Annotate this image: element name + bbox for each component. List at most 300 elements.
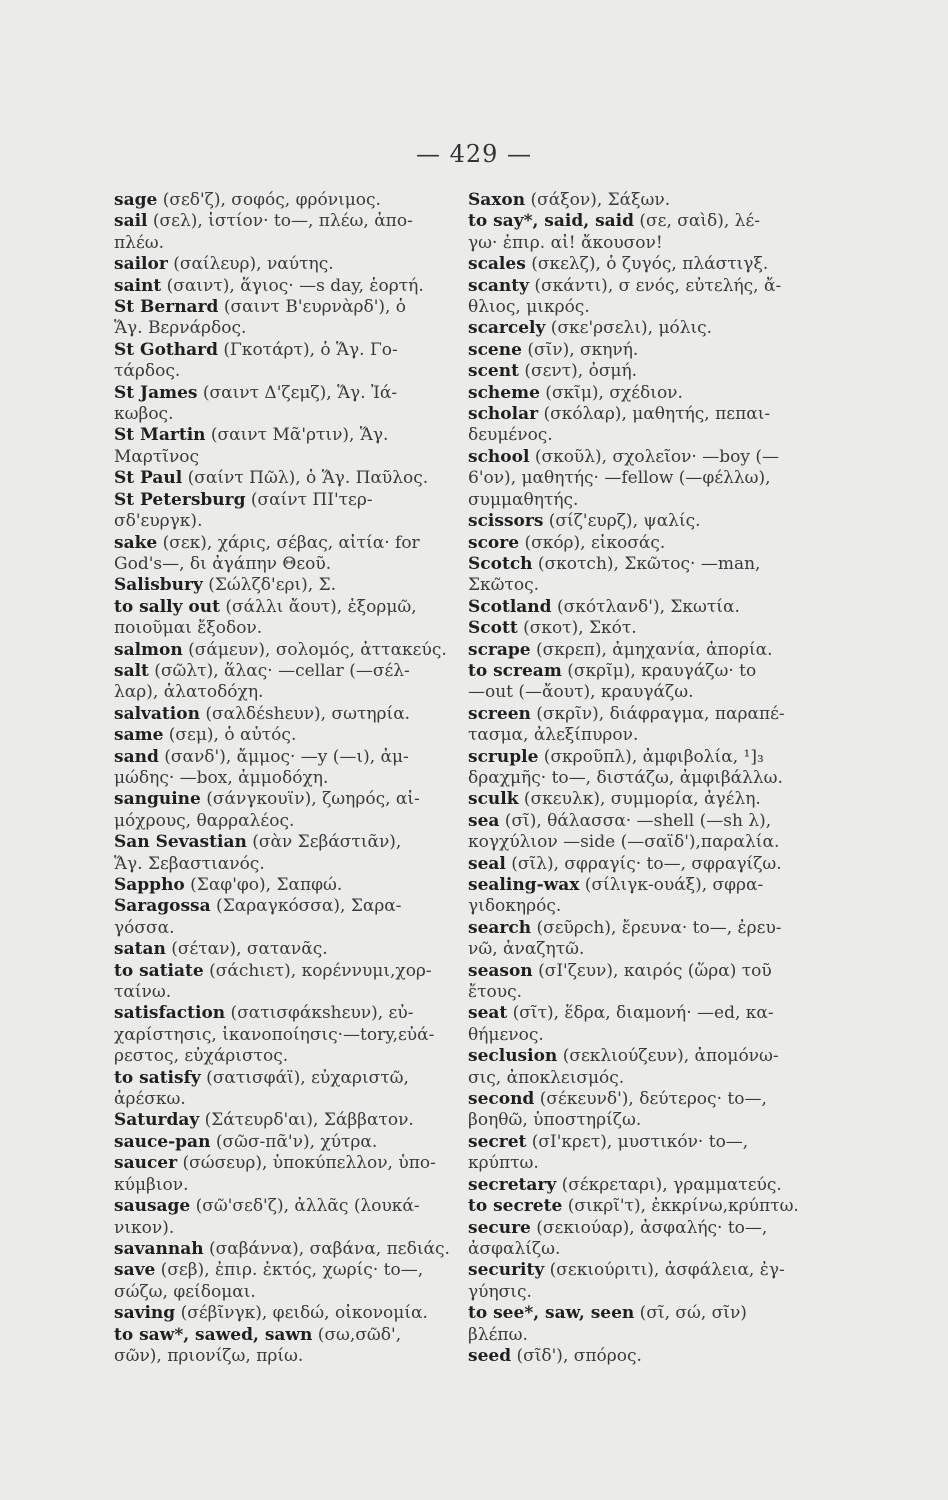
dictionary-entry	[114, 1153, 450, 1196]
dictionary-entry	[114, 832, 450, 875]
definition-text: μόχρους, θαρραλέος.	[114, 810, 295, 831]
dictionary-entry	[114, 1303, 450, 1324]
dictionary-entry	[114, 1196, 450, 1239]
definition-text: (σεντ), ὀσμή.	[518, 361, 638, 382]
headword: St Martin	[114, 425, 206, 446]
entry-first-line	[468, 1346, 804, 1367]
entry-first-line	[114, 383, 450, 404]
headword: sailor	[114, 254, 168, 275]
headword: St Petersburg	[114, 489, 246, 510]
definition-text: γύησις.	[468, 1281, 532, 1302]
headword: school	[468, 446, 530, 467]
entry-first-line	[468, 1046, 804, 1067]
definition-text: δευμένος.	[468, 425, 553, 446]
definition-text: (σε, σαὶδ), λέ-	[634, 211, 761, 232]
definition-text: (σεκιούαρ), ἀσφαλής· to—,	[530, 1217, 768, 1238]
entry-first-line	[114, 1110, 450, 1131]
dictionary-entry	[468, 447, 804, 511]
headword: seal	[468, 853, 506, 874]
definition-text: (Σαραγκόσσα), Σαρα-	[210, 896, 402, 917]
headword: scholar	[468, 404, 539, 425]
dictionary-entry	[468, 1089, 804, 1132]
entry-first-line	[114, 297, 450, 318]
definition-text: (σῖ, σώ, σῖν)	[634, 1303, 747, 1324]
definition-text: (σῖν), σκηνή.	[521, 339, 639, 360]
headword: satisfaction	[114, 1003, 226, 1024]
dictionary-entry	[468, 1303, 804, 1346]
entry-first-line	[468, 554, 804, 575]
dictionary-entry	[468, 361, 804, 382]
entry-first-line	[468, 961, 804, 982]
definition-text: (σΙ'ζευν), καιρός (ὥρα) τοῦ	[532, 960, 772, 981]
headword: seat	[468, 1003, 508, 1024]
definition-text: (σικρῖ'τ), ἐκκρίνω,κρύπτω.	[562, 1196, 799, 1217]
headword: Sappho	[114, 875, 185, 895]
dictionary-entry	[468, 661, 804, 704]
definition-text: Ἅγ. Βερνάρδος.	[114, 318, 247, 339]
dictionary-entry	[114, 747, 450, 790]
definition-text: (σῶ'σεδ'ζ), ἀλλᾶς (λουκά-	[190, 1196, 420, 1217]
definition-text: (σεδ'ζ), σοφός, φρόνιμος.	[157, 190, 381, 210]
entry-first-line	[114, 789, 450, 810]
definition-text: (σατισφάϊ), εὐχαριστῶ,	[200, 1067, 409, 1088]
entry-first-line	[468, 1132, 804, 1153]
headword: saving	[114, 1303, 176, 1324]
entry-continuation-line	[114, 318, 450, 339]
definition-text: God's—, δι ἀγάπην Θεοῦ.	[114, 553, 332, 574]
dictionary-entry	[468, 747, 804, 790]
definition-text: (σέβῖνγκ), φειδώ, οἰκονομία.	[175, 1303, 428, 1324]
entry-first-line	[114, 1303, 450, 1324]
dictionary-entry	[114, 533, 450, 576]
dictionary-entry	[468, 1003, 804, 1046]
headword: salmon	[114, 639, 183, 660]
entry-continuation-line	[114, 1218, 450, 1239]
dictionary-entry	[114, 597, 450, 640]
entry-first-line	[468, 1089, 804, 1110]
entry-first-line	[468, 875, 804, 896]
definition-text: (σέκρεταρι), γραμματεύς.	[556, 1174, 782, 1195]
entry-first-line	[114, 640, 450, 661]
definition-text: σώζω, φείδομαι.	[114, 1281, 256, 1302]
headword: security	[468, 1260, 545, 1281]
dictionary-entry	[114, 1325, 450, 1368]
dictionary-entry	[114, 276, 450, 297]
entry-first-line	[468, 318, 804, 339]
definition-text: (σέκευνδ'), δεύτερος· to—,	[534, 1089, 767, 1110]
headword: Scott	[468, 618, 518, 639]
entry-first-line	[114, 597, 450, 618]
definition-text: (σῖδ'), σπόρος.	[511, 1345, 642, 1366]
definition-text: κύμβιον.	[114, 1174, 189, 1195]
dictionary-entry	[468, 340, 804, 361]
entry-continuation-line	[114, 1346, 450, 1367]
dictionary-entry	[114, 789, 450, 832]
dictionary-entry	[114, 1132, 450, 1153]
definition-text: ρεστος, εὐχάριστος.	[114, 1046, 289, 1067]
entry-continuation-line	[468, 982, 804, 1003]
headword: secretary	[468, 1174, 557, 1195]
headword: sausage	[114, 1196, 191, 1217]
entry-first-line	[468, 1260, 804, 1281]
definition-text: (σκευλκ), συμμορία, ἀγέλη.	[518, 789, 761, 810]
headword: to scream	[468, 660, 562, 681]
headword: San Sevastian	[114, 832, 247, 853]
definition-text: —out (—ἄουτ), κραυγάζω.	[468, 682, 694, 703]
entry-first-line	[114, 190, 450, 211]
entry-first-line	[114, 939, 450, 960]
entry-first-line	[114, 1196, 450, 1217]
headword: to sally out	[114, 596, 220, 617]
definition-text: (σκάντι), σ ενός, εὐτελής, ἄ-	[529, 275, 782, 296]
entry-continuation-line	[468, 490, 804, 511]
dictionary-entry	[114, 1003, 450, 1067]
headword: scent	[468, 361, 519, 382]
definition-text: (σεκλιούζευν), ἀπομόνω-	[557, 1046, 779, 1067]
entry-continuation-line	[114, 811, 450, 832]
dictionary-entry	[114, 875, 450, 896]
entry-continuation-line	[468, 1068, 804, 1089]
entry-first-line	[468, 190, 804, 211]
definition-text: γόσσα.	[114, 917, 175, 938]
entry-first-line	[114, 490, 450, 511]
definition-text: (σαιντ Μᾶ'ρτιν), Ἅγ.	[205, 425, 389, 446]
headword: sauce-pan	[114, 1131, 211, 1152]
definition-text: (σελ), ἱστίον· to—, πλέω, ἀπο-	[147, 211, 413, 232]
entry-first-line	[114, 468, 450, 489]
definition-text: δραχμῆς· to—, διστάζω, ἀμφιβάλλω.	[468, 767, 783, 788]
entry-first-line	[468, 661, 804, 682]
dictionary-entry	[114, 190, 450, 211]
entry-first-line	[468, 276, 804, 297]
entry-continuation-line	[468, 1025, 804, 1046]
entry-first-line	[468, 854, 804, 875]
definition-text: (σάξον), Σάξων.	[525, 190, 671, 210]
definition-text: (σκε'ρσελι), μόλις.	[545, 318, 713, 339]
headword: sail	[114, 211, 148, 232]
headword: screen	[468, 703, 531, 724]
entry-first-line	[468, 361, 804, 382]
headword: to satiate	[114, 960, 204, 981]
dictionary-entry	[468, 640, 804, 661]
definition-text: (σεῦρch), ἔρευνα· to—, ἐρευ-	[531, 917, 782, 938]
definition-text: βοηθῶ, ὑποστηρίζω.	[468, 1110, 642, 1131]
entry-continuation-line	[468, 832, 804, 853]
entry-first-line	[468, 340, 804, 361]
entry-continuation-line	[468, 939, 804, 960]
definition-text: πλέω.	[114, 232, 165, 253]
definition-text: ἀρέσκω.	[114, 1089, 186, 1110]
dictionary-entry	[468, 875, 804, 918]
dictionary-entry	[114, 725, 450, 746]
definition-text: (σαλδέshευν), σωτηρία.	[199, 703, 411, 724]
definition-text: (σέταν), σατανᾶς.	[165, 939, 328, 960]
definition-text: (σῖ), θάλασσα· —shell (—sh λ),	[499, 810, 772, 831]
headword: scene	[468, 339, 522, 360]
entry-continuation-line	[114, 511, 450, 532]
entry-continuation-line	[468, 1239, 804, 1260]
headword: same	[114, 725, 164, 746]
definition-text: (σαιντ), ἅγιος· —s day, ἑορτή.	[161, 275, 424, 296]
definition-text: νικον).	[114, 1217, 175, 1238]
definition-text: (σῖτ), ἕδρα, διαμονή· —ed, κα-	[507, 1003, 774, 1024]
definition-text: (σαίντ ΠΙ'τερ-	[245, 489, 373, 510]
right-column	[468, 190, 804, 1367]
definition-text: 6'ον), μαθητής· —fellow (—φέλλω),	[468, 468, 771, 489]
headword: sand	[114, 746, 159, 767]
entry-first-line	[114, 575, 450, 596]
headword: to satisfy	[114, 1067, 201, 1088]
dictionary-entry	[468, 918, 804, 961]
headword: Scotch	[468, 553, 533, 574]
entry-first-line	[468, 1303, 804, 1324]
definition-text: (σκελζ), ὁ ζυγός, πλάστιγξ.	[525, 254, 769, 275]
definition-text: γω· ἐπιρ. αἰ! ἄκουσον!	[468, 232, 663, 253]
definition-text: (σκοτ), Σκότ.	[517, 618, 637, 639]
headword: to secrete	[468, 1196, 563, 1217]
entry-continuation-line	[114, 554, 450, 575]
entry-first-line	[468, 1003, 804, 1024]
dictionary-entry	[468, 383, 804, 404]
definition-text: σδ'ευργκ).	[114, 511, 203, 532]
definition-text: σις, ἀποκλεισμός.	[468, 1067, 625, 1088]
definition-text: θήμενος.	[468, 1024, 544, 1045]
definition-text: (σκοτch), Σκῶτος· —man,	[532, 553, 761, 574]
definition-text: (σάλλι ἄουτ), ἐξορμῶ,	[219, 596, 417, 617]
entry-first-line	[114, 1325, 450, 1346]
definition-text: (σαιντ Β'ευρνὰρδ'), ὁ	[218, 297, 407, 318]
definition-text: (σκρῖμ), κραυγάζω· to	[561, 660, 757, 681]
entry-continuation-line	[114, 404, 450, 425]
entry-continuation-line	[468, 1325, 804, 1346]
dictionary-entry	[114, 1110, 450, 1131]
entry-first-line	[114, 832, 450, 853]
dictionary-entry	[468, 789, 804, 810]
definition-text: Σκῶτος.	[468, 575, 540, 596]
dictionary-entry	[114, 425, 450, 468]
headword: save	[114, 1260, 156, 1281]
dictionary-entry	[114, 1239, 450, 1260]
entry-continuation-line	[114, 618, 450, 639]
dictionary-entry	[114, 1260, 450, 1303]
entry-first-line	[468, 704, 804, 725]
definition-text: κωβος.	[114, 404, 174, 425]
entry-first-line	[114, 1132, 450, 1153]
definition-text: (σκόρ), εἰκοσάς.	[519, 532, 666, 553]
dictionary-entry	[468, 511, 804, 532]
entry-first-line	[468, 747, 804, 768]
entry-continuation-line	[114, 918, 450, 939]
entry-first-line	[468, 1175, 804, 1196]
headword: to see*, saw, seen	[468, 1303, 635, 1324]
definition-text: (σανδ'), ἄμμος· —y (—ι), ἀμ-	[158, 746, 409, 767]
headword: saucer	[114, 1153, 178, 1174]
definition-text: (σεβ), ἐπιρ. ἐκτός, χωρίς· to—,	[155, 1260, 424, 1281]
entry-first-line	[114, 533, 450, 554]
headword: secret	[468, 1131, 527, 1152]
dictionary-entry	[468, 404, 804, 447]
headword: scanty	[468, 275, 530, 296]
definition-text: (σεκ), χάρις, σέβας, αἰτία· for	[157, 532, 420, 553]
dictionary-entry	[468, 811, 804, 854]
entry-first-line	[468, 789, 804, 810]
definition-text: (σάchιετ), κορέννυμι,χορ-	[203, 960, 432, 981]
definition-text: νῶ, ἀναζητῶ.	[468, 939, 585, 960]
entry-continuation-line	[468, 425, 804, 446]
headword: score	[468, 532, 520, 553]
entry-continuation-line	[468, 1282, 804, 1303]
entry-first-line	[468, 383, 804, 404]
dictionary-entry	[114, 340, 450, 383]
entry-first-line	[468, 597, 804, 618]
dictionary-entry	[468, 254, 804, 275]
dictionary-entry	[114, 254, 450, 275]
headword: Saxon	[468, 190, 526, 210]
definition-text: (σάμευν), σολομός, ἀττακεύς.	[182, 639, 447, 660]
definition-text: κογχύλιον —side (—σαϊδ'),παραλία.	[468, 832, 780, 853]
definition-text: (σκροῦπλ), ἀμφιβολία, ¹]₃	[538, 746, 764, 767]
headword: seclusion	[468, 1046, 558, 1067]
definition-text: (Σάτευρδ'αι), Σάββατον.	[199, 1110, 414, 1131]
entry-first-line	[468, 811, 804, 832]
dictionary-entry	[468, 533, 804, 554]
dictionary-entry	[468, 318, 804, 339]
headword: satan	[114, 939, 166, 960]
entry-first-line	[114, 961, 450, 982]
headword: sealing-wax	[468, 875, 580, 895]
dictionary-entry	[114, 490, 450, 533]
headword: sculk	[468, 789, 519, 810]
definition-text: (σατισφάκshευν), εὐ-	[225, 1003, 414, 1024]
definition-text: (σαβάννα), σαβάνα, πεδιάς.	[203, 1238, 450, 1259]
definition-text: (σίζ'ευρζ), ψαλίς.	[543, 511, 701, 532]
entry-first-line	[114, 875, 450, 896]
entry-continuation-line	[468, 233, 804, 254]
dictionary-entry	[114, 640, 450, 661]
dictionary-entry	[114, 297, 450, 340]
headword: scarcely	[468, 318, 546, 339]
headword: to saw*, sawed, sawn	[114, 1324, 313, 1345]
definition-text: Ἅγ. Σεβαστιανός.	[114, 853, 265, 874]
entry-first-line	[468, 918, 804, 939]
entry-first-line	[114, 254, 450, 275]
entry-first-line	[114, 661, 450, 682]
dictionary-entry	[468, 1346, 804, 1367]
definition-text: ἔτους.	[468, 982, 523, 1003]
entry-first-line	[468, 1196, 804, 1217]
headword: seed	[468, 1345, 512, 1366]
entry-continuation-line	[468, 297, 804, 318]
entry-continuation-line	[468, 725, 804, 746]
dictionary-entry	[468, 618, 804, 639]
entry-first-line	[468, 533, 804, 554]
headword: Salisbury	[114, 575, 203, 596]
headword: St Bernard	[114, 297, 219, 318]
headword: St James	[114, 382, 198, 403]
entry-continuation-line	[468, 468, 804, 489]
headword: Saragossa	[114, 896, 211, 917]
dictionary-entry	[114, 575, 450, 596]
dictionary-entry	[114, 211, 450, 254]
dictionary-entry	[468, 1218, 804, 1261]
entry-continuation-line	[114, 1089, 450, 1110]
headword: Scotland	[468, 596, 552, 617]
definition-text: (σκρεπ), ἀμηχανία, ἀπορία.	[530, 639, 773, 660]
entry-first-line	[468, 211, 804, 232]
definition-text: (σεκιούριτι), ἀσφάλεια, ἐγ-	[544, 1260, 785, 1281]
definition-text: (σίλιγκ-ουάξ), σφρα-	[579, 875, 764, 895]
definition-text: (σΙ'κρετ), μυστικόν· to—,	[526, 1131, 749, 1152]
page-number: — 429 —	[415, 140, 533, 168]
definition-text: (σω,σῶδ',	[312, 1324, 402, 1345]
dictionary-entry	[468, 704, 804, 747]
definition-text: τάρδος.	[114, 361, 181, 382]
headword: St Paul	[114, 468, 183, 489]
dictionary-entry	[468, 597, 804, 618]
definition-text: ποιοῦμαι ἔξοδον.	[114, 618, 263, 639]
headword: scrape	[468, 639, 531, 660]
entry-continuation-line	[468, 575, 804, 596]
headword: sea	[468, 810, 500, 831]
definition-text: (σώσευρ), ὑποκύπελλον, ὑπο-	[177, 1153, 436, 1174]
definition-text: κρύπτω.	[468, 1153, 539, 1174]
dictionary-entry	[114, 896, 450, 939]
entry-continuation-line	[114, 447, 450, 468]
definition-text: (σῖλ), σφραγίς· to—, σφραγίζω.	[505, 853, 782, 874]
headword: savannah	[114, 1238, 204, 1259]
definition-text: (Σαφ'φο), Σαπφώ.	[184, 875, 343, 895]
definition-text: (σάνγκουϊν), ζωηρός, αἱ-	[200, 789, 420, 810]
entry-first-line	[114, 725, 450, 746]
dictionary-entry	[468, 190, 804, 211]
dictionary-entry	[468, 1175, 804, 1196]
entry-first-line	[468, 447, 804, 468]
headword: sanguine	[114, 789, 201, 810]
definition-text: (σκοῦλ), σχολεῖον· —boy (—	[529, 446, 779, 467]
definition-text: (Γκοτάρτ), ὁ Ἅγ. Γο-	[217, 339, 398, 360]
definition-text: (σκρῖν), διάφραγμα, παραπέ-	[530, 703, 785, 724]
entry-first-line	[114, 1153, 450, 1174]
definition-text: σῶν), πριονίζω, πρίω.	[114, 1345, 304, 1366]
definition-text: (σὰν Σεβάστιᾶν),	[246, 832, 402, 853]
entry-continuation-line	[114, 1046, 450, 1067]
entry-continuation-line	[114, 1025, 450, 1046]
entry-continuation-line	[468, 1110, 804, 1131]
entry-first-line	[114, 276, 450, 297]
dictionary-entry	[468, 554, 804, 597]
entry-first-line	[114, 704, 450, 725]
headword: Saturday	[114, 1110, 200, 1131]
definition-text: Μαρτῖνος	[114, 446, 200, 467]
entry-continuation-line	[114, 1175, 450, 1196]
definition-text: (σῶλτ), ἅλας· —cellar (—σέλ-	[148, 660, 410, 681]
headword: second	[468, 1089, 535, 1110]
headword: scissors	[468, 511, 544, 532]
entry-continuation-line	[468, 682, 804, 703]
left-column	[114, 190, 450, 1367]
headword: scheme	[468, 382, 540, 403]
entry-first-line	[468, 1218, 804, 1239]
entry-continuation-line	[114, 982, 450, 1003]
entry-first-line	[468, 640, 804, 661]
definition-text: (σαίντ Πῶλ), ὁ Ἅγ. Παῦλος.	[182, 468, 429, 489]
dictionary-entry	[468, 211, 804, 254]
headword: scruple	[468, 746, 539, 767]
dictionary-entry	[114, 939, 450, 960]
entry-first-line	[114, 1239, 450, 1260]
entry-continuation-line	[114, 682, 450, 703]
headword: to say*, said, said	[468, 211, 634, 232]
